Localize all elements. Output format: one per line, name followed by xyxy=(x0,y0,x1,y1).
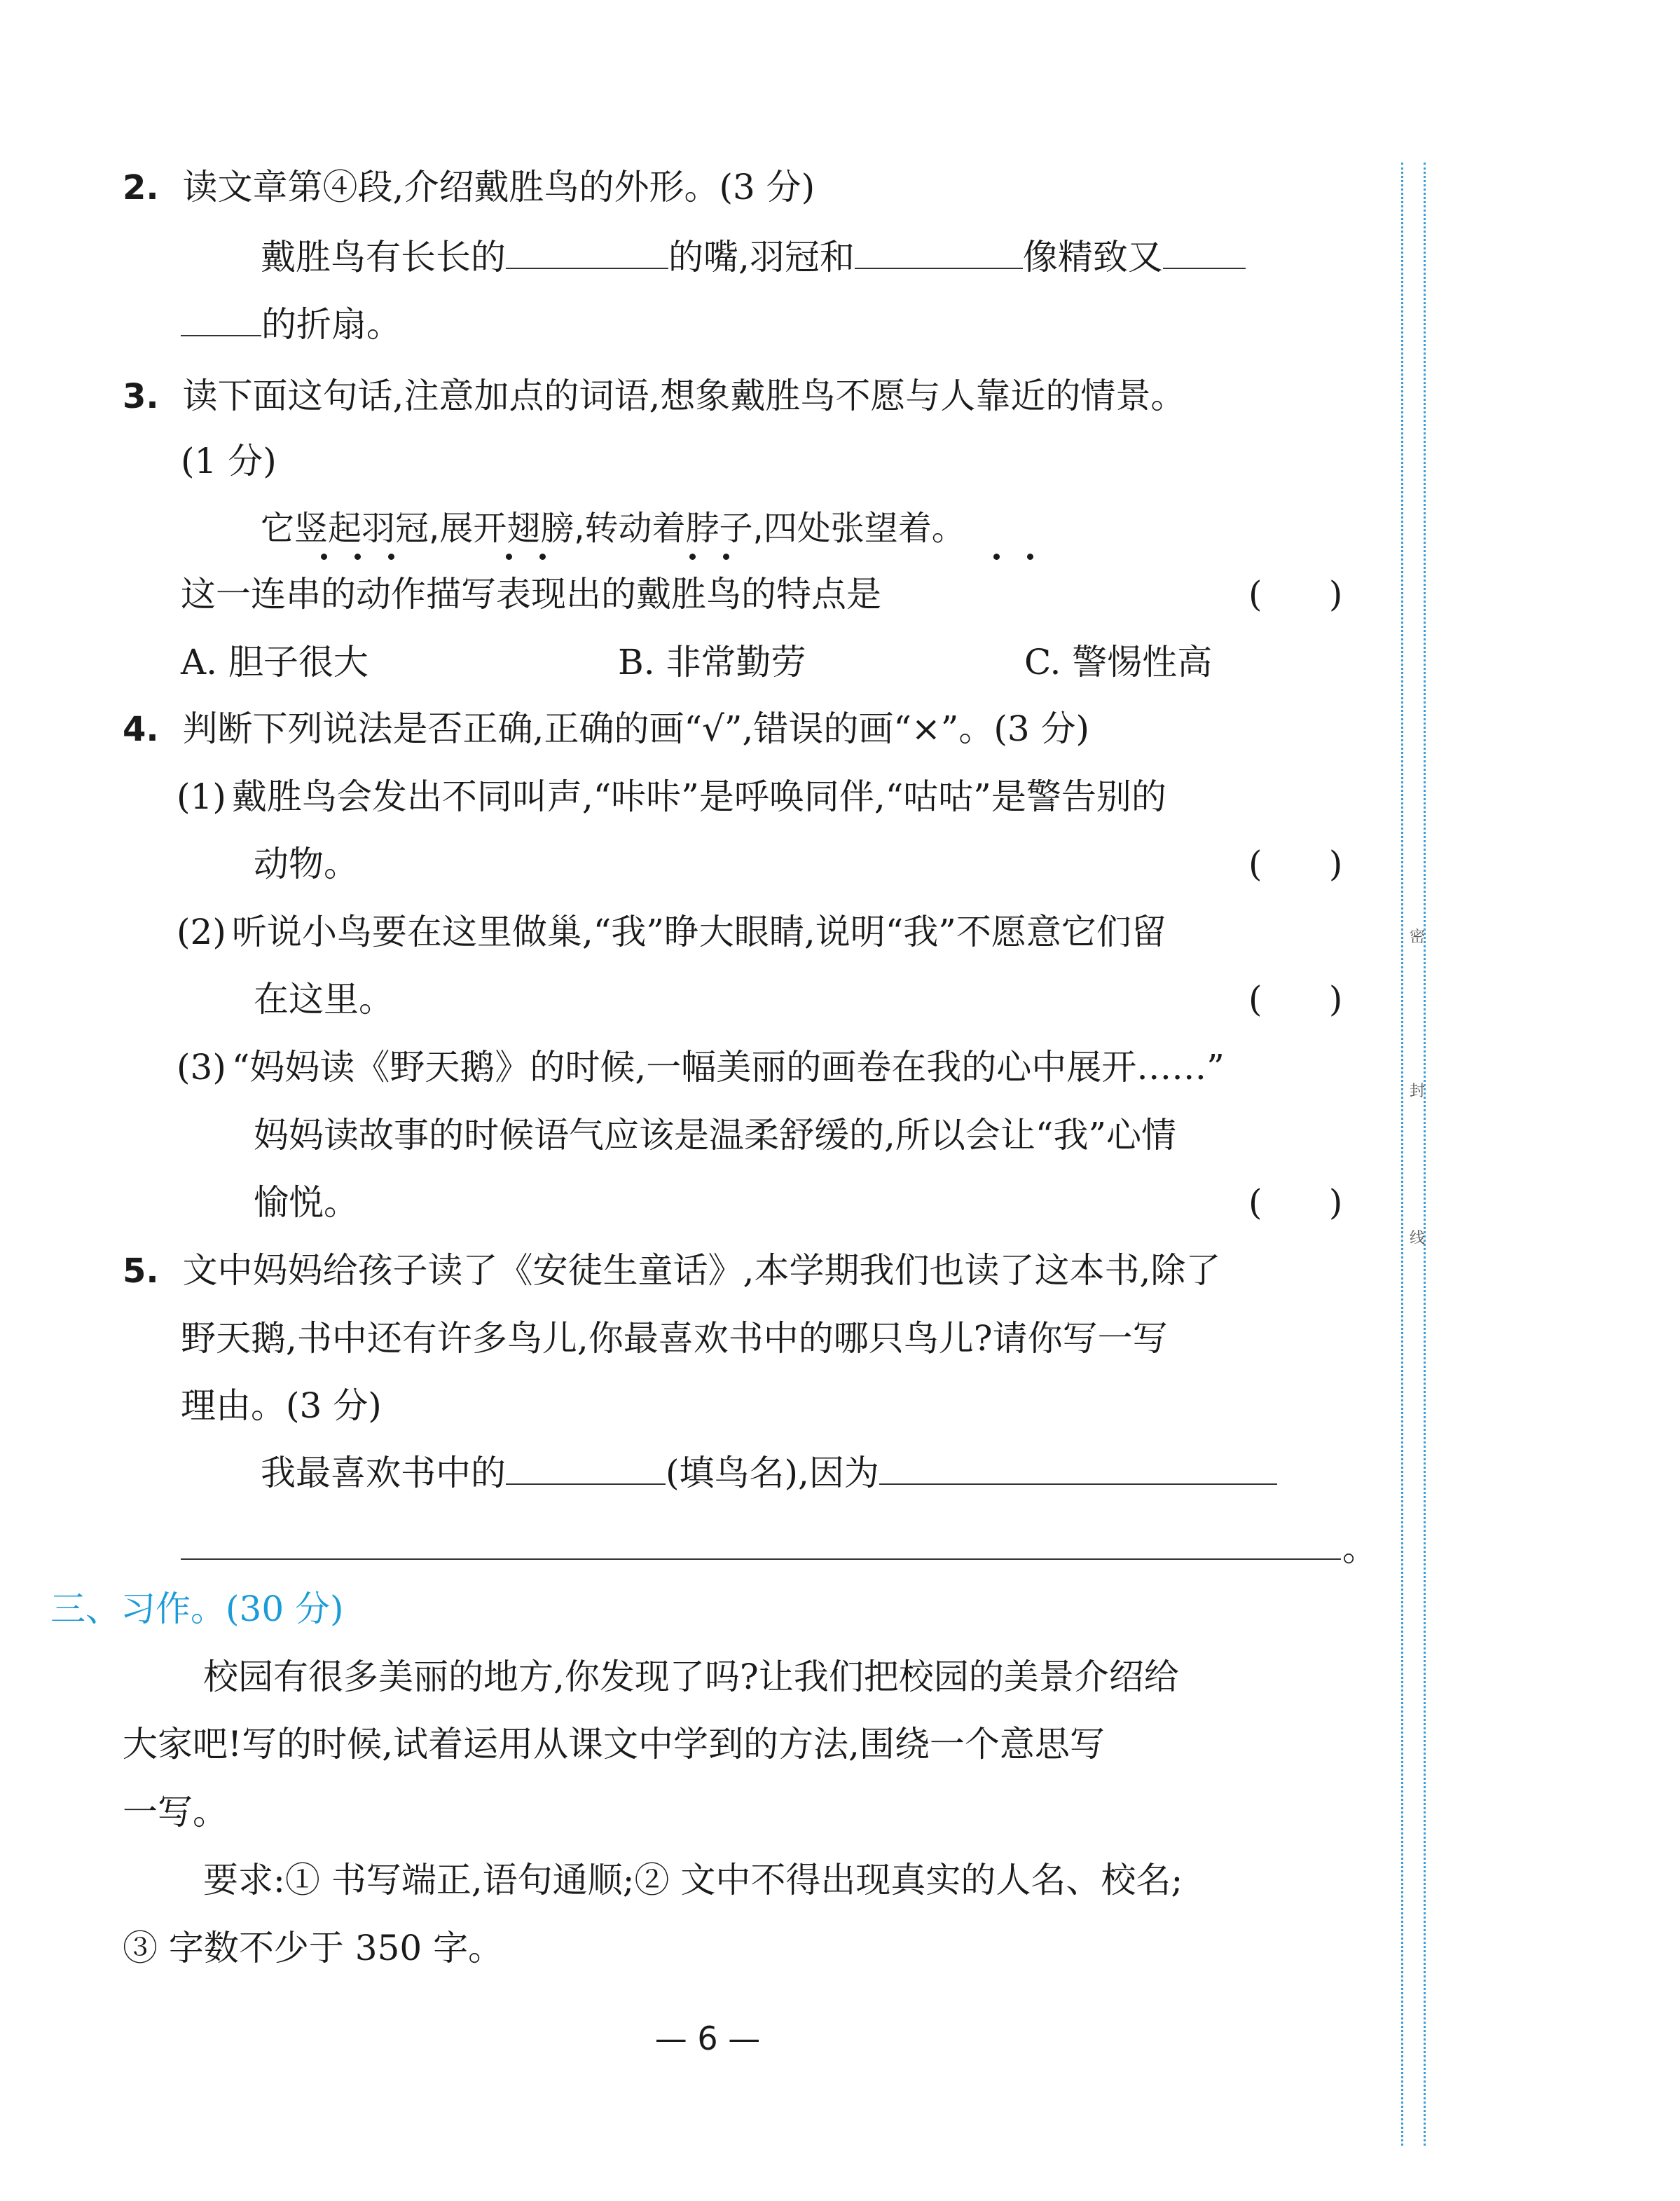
q2-fill-line-1: 戴胜鸟有长长的 的嘴,羽冠和 像精致又 xyxy=(261,236,1246,278)
q5-prompt-line xyxy=(123,1249,1220,1292)
emphasis-dot xyxy=(1027,554,1033,560)
emphasis-dot xyxy=(539,554,546,560)
q3-quote: 它竖起羽冠,展开翅膀,转动着脖子,四处张望着。 xyxy=(261,509,965,548)
q3-option-b[interactable]: B. 非常勤劳 xyxy=(618,642,806,683)
binding-char-feng: 封 xyxy=(1409,1083,1425,1100)
emphasis-dot xyxy=(993,554,1000,560)
binding-line-right xyxy=(1424,163,1426,2146)
page-number: — 6 — xyxy=(654,2020,761,2057)
section3-paragraph-3: 一写。 xyxy=(123,1792,228,1832)
q2-prompt-line xyxy=(123,166,815,209)
section3-requirements-2: ③ 字数不少于 350 字。 xyxy=(123,1928,504,1968)
q4-number: 4. xyxy=(123,710,159,749)
q3-score: (1 分) xyxy=(181,441,277,481)
q3-number: 3. xyxy=(123,377,159,416)
q3-answer-paren[interactable]: ( ) xyxy=(1248,574,1343,615)
q4-item-number: (2) xyxy=(177,912,226,952)
emphasis-dot xyxy=(723,554,729,560)
q4-item-2-paren[interactable]: ( ) xyxy=(1248,979,1343,1020)
q4-item-3-cont: 妈妈读故事的时候语气应该是温柔舒缓的,所以会让“我”心情 xyxy=(254,1115,1177,1156)
q5-answer-line[interactable] xyxy=(181,1558,1341,1560)
emphasis-dot xyxy=(388,554,394,560)
emphasis-dot xyxy=(321,554,327,560)
q4-item-text: 戴胜鸟会发出不同叫声,“咔咔”是呼唤同伴,“咕咕”是警告别的 xyxy=(231,776,1166,817)
q2-blank-3[interactable] xyxy=(1163,237,1246,269)
q4-item-number: (3) xyxy=(177,1047,226,1088)
q2-blank-1[interactable] xyxy=(506,237,668,269)
section3-requirements-1: 要求:① 书写端正,语句通顺;② 文中不得出现真实的人名、校名; xyxy=(203,1860,1183,1900)
q3-option-c[interactable]: C. 警惕性高 xyxy=(1024,642,1213,683)
q4-item-3 xyxy=(177,1046,1225,1088)
q2-blank-2[interactable] xyxy=(855,237,1023,269)
q4-item-number: (1) xyxy=(177,776,226,817)
q4-item-1-cont: 动物。 xyxy=(254,844,359,884)
binding-char-mi: 密 xyxy=(1409,928,1425,946)
emphasis-dot xyxy=(506,554,512,560)
q4-item-text: 听说小鸟要在这里做巢,“我”睁大眼睛,说明“我”不愿意它们留 xyxy=(231,912,1166,952)
q4-item-1-paren[interactable]: ( ) xyxy=(1248,844,1343,884)
q5-bird-blank[interactable] xyxy=(506,1453,666,1485)
q4-item-2 xyxy=(177,911,1166,953)
q2-prompt: 读文章第④段,介绍戴胜鸟的外形。(3 分) xyxy=(182,167,815,207)
q4-item-text: “妈妈读《野天鹅》的时候,一幅美丽的画卷在我的心中展开……” xyxy=(231,1047,1225,1088)
binding-line-left xyxy=(1401,163,1403,2146)
q5-reason-blank[interactable] xyxy=(879,1453,1277,1485)
q3-prompt: 读下面这句话,注意加点的词语,想象戴胜鸟不愿与人靠近的情景。 xyxy=(182,376,1186,416)
q5-prompt: 文中妈妈给孩子读了《安徒生童话》,本学期我们也读了这本书,除了 xyxy=(182,1250,1221,1291)
q4-item-3-paren[interactable]: ( ) xyxy=(1248,1182,1343,1223)
q5-end-mark: 。 xyxy=(1342,1528,1377,1569)
q5-prompt-cont: 野天鹅,书中还有许多鸟儿,你最喜欢书中的哪只鸟儿?请你写一写 xyxy=(181,1318,1168,1359)
q2-blank-3-cont[interactable] xyxy=(181,304,261,336)
q3-prompt-line xyxy=(123,375,1185,418)
q3-option-a[interactable]: A. 胆子很大 xyxy=(181,642,369,683)
q4-item-3-cont2: 愉悦。 xyxy=(254,1182,359,1223)
q4-item-2-cont: 在这里。 xyxy=(254,979,394,1020)
emphasis-dot xyxy=(689,554,696,560)
q3-question: 这一连串的动作描写表现出的戴胜鸟的特点是 xyxy=(181,574,881,615)
q5-number: 5. xyxy=(123,1252,159,1291)
q4-prompt: 判断下列说法是否正确,正确的画“√”,错误的画“×”。(3 分) xyxy=(182,708,1090,749)
emphasis-dot xyxy=(354,554,361,560)
binding-char-xian: 线 xyxy=(1409,1230,1425,1247)
section3-paragraph-2: 大家吧!写的时候,试着运用从课文中学到的方法,围绕一个意思写 xyxy=(123,1724,1105,1764)
section3-heading: 三、习作。(30 分) xyxy=(50,1589,344,1629)
q2-number: 2. xyxy=(123,168,159,207)
q5-fill-line: 我最喜欢书中的 (填鸟名),因为 xyxy=(261,1452,1277,1494)
q4-item-1 xyxy=(177,776,1166,818)
q4-prompt-line xyxy=(123,708,1089,750)
q2-fill-line-2: 的折扇。 xyxy=(181,303,401,345)
section3-paragraph-1: 校园有很多美丽的地方,你发现了吗?让我们把校园的美景介绍给 xyxy=(203,1657,1179,1697)
q5-prompt-cont2: 理由。(3 分) xyxy=(181,1385,382,1426)
